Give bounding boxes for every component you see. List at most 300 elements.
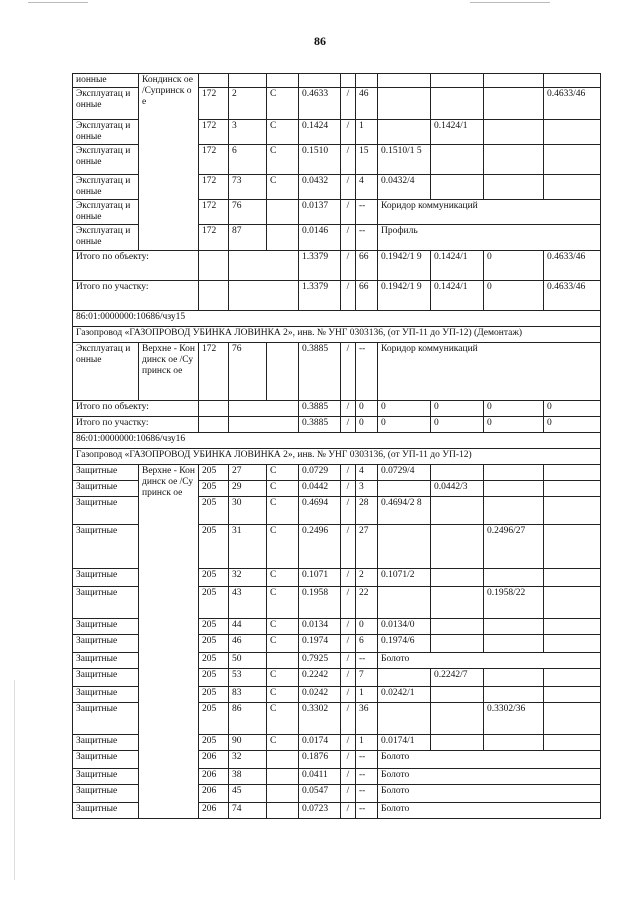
table-cell: 27 <box>229 465 267 481</box>
table-cell: 76 <box>229 200 267 225</box>
category-cell: Эксплуатац ионные <box>73 343 139 401</box>
table-cell: 205 <box>199 635 229 653</box>
table-cell: 0.3885 <box>299 401 341 417</box>
scan-edge-artifact <box>14 680 15 880</box>
table-cell <box>431 465 484 481</box>
table-cell <box>229 417 299 433</box>
table-cell <box>229 251 299 281</box>
table-cell: 0.0432/4 <box>378 175 431 200</box>
table-cell: 0.7925 <box>299 653 341 669</box>
table-cell: 172 <box>199 175 229 200</box>
scan-artifact <box>470 2 550 3</box>
table-cell <box>267 653 299 669</box>
table-cell: 3 <box>229 120 267 145</box>
page-number: 86 <box>314 34 326 48</box>
table-cell: / <box>341 525 356 569</box>
table-cell <box>378 669 431 687</box>
table-cell <box>199 74 229 88</box>
table-cell: 1.3379 <box>299 281 341 311</box>
table-cell: 0.2496/27 <box>484 525 544 569</box>
table-cell: 0.1424 <box>299 120 341 145</box>
table-cell: 4 <box>356 465 378 481</box>
table-cell: / <box>341 343 356 401</box>
table-cell: / <box>341 481 356 497</box>
category-cell: Защитные <box>73 497 139 525</box>
location-cell: Кондинск ое /Супринск ое <box>139 74 199 251</box>
table-cell: 1.3379 <box>299 251 341 281</box>
table-cell: 44 <box>229 619 267 635</box>
table-cell: 1 <box>356 687 378 703</box>
table-cell: 172 <box>199 225 229 251</box>
table-cell: 0.1424/1 <box>431 281 484 311</box>
table-cell: -- <box>356 803 378 819</box>
table-cell: 0.0242/1 <box>378 687 431 703</box>
table-cell <box>484 465 544 481</box>
table-cell: 0 <box>356 417 378 433</box>
table-cell <box>431 88 484 120</box>
table-cell: / <box>341 417 356 433</box>
table-cell <box>544 481 601 497</box>
table-cell: 0.0442 <box>299 481 341 497</box>
table-cell: 0 <box>484 251 544 281</box>
table-cell: 87 <box>229 225 267 251</box>
table-cell: 0.2496 <box>299 525 341 569</box>
table-cell: 15 <box>356 145 378 175</box>
category-cell: Защитные <box>73 481 139 497</box>
cadastral-number: 86:01:0000000:10686/чзу15 <box>73 311 601 327</box>
category-cell: Защитные <box>73 635 139 653</box>
table-cell: / <box>341 653 356 669</box>
table-cell: / <box>341 251 356 281</box>
table-cell: С <box>267 465 299 481</box>
table-cell: 0.1071 <box>299 569 341 587</box>
table-cell: 205 <box>199 465 229 481</box>
category-cell: Эксплуатац ионные <box>73 145 139 175</box>
table-cell: С <box>267 703 299 735</box>
table-cell: 0.3885 <box>299 343 341 401</box>
table-cell <box>378 525 431 569</box>
table-cell <box>544 497 601 525</box>
table-cell: 32 <box>229 569 267 587</box>
table-cell <box>484 687 544 703</box>
table-cell: / <box>341 769 356 785</box>
table-cell <box>484 175 544 200</box>
table-cell: 205 <box>199 497 229 525</box>
table-cell: 0 <box>544 417 601 433</box>
table-cell: 172 <box>199 343 229 401</box>
table-cell: 0.2242 <box>299 669 341 687</box>
table-cell: 0.4633 <box>299 88 341 120</box>
table-cell: 38 <box>229 769 267 785</box>
total-row <box>73 281 601 311</box>
category-cell: Защитные <box>73 735 139 751</box>
header-row <box>73 327 601 343</box>
table-cell: 0.1974 <box>299 635 341 653</box>
table-cell: 0.0547 <box>299 785 341 803</box>
table-cell: 43 <box>229 587 267 619</box>
table-cell <box>199 281 229 311</box>
table-cell <box>229 281 299 311</box>
table-cell: / <box>341 88 356 120</box>
table-cell: 206 <box>199 803 229 819</box>
table-cell: -- <box>356 769 378 785</box>
table-cell: 0.4694/2 8 <box>378 497 431 525</box>
note-cell: Профиль <box>378 225 601 251</box>
table-cell: 0.1510 <box>299 145 341 175</box>
table-cell: 0.3302 <box>299 703 341 735</box>
table-cell: 0.0134 <box>299 619 341 635</box>
table-cell: 0.3885 <box>299 417 341 433</box>
table-cell: 0.0146 <box>299 225 341 251</box>
table-cell <box>431 587 484 619</box>
table-cell: 0.1974/6 <box>378 635 431 653</box>
table-cell: 205 <box>199 687 229 703</box>
table-row <box>73 465 601 481</box>
table-cell: С <box>267 481 299 497</box>
table-cell: 46 <box>229 635 267 653</box>
category-cell: Защитные <box>73 803 139 819</box>
table-cell: 0.1424/1 <box>431 251 484 281</box>
table-cell: 29 <box>229 481 267 497</box>
table-cell: 0.1942/1 9 <box>378 281 431 311</box>
table-cell: 28 <box>356 497 378 525</box>
table-cell: / <box>341 803 356 819</box>
table-cell: 31 <box>229 525 267 569</box>
table-cell <box>267 803 299 819</box>
table-cell: 66 <box>356 281 378 311</box>
table-cell: / <box>341 687 356 703</box>
table-cell: / <box>341 669 356 687</box>
category-cell: Эксплуатац ионные <box>73 225 139 251</box>
table-cell <box>544 703 601 735</box>
table-cell: 172 <box>199 120 229 145</box>
table-cell: 0.0729/4 <box>378 465 431 481</box>
table-cell: 205 <box>199 735 229 751</box>
table-cell <box>484 669 544 687</box>
table-cell <box>199 417 229 433</box>
table-cell: С <box>267 497 299 525</box>
table-cell: С <box>267 687 299 703</box>
note-cell: Болото <box>378 803 601 819</box>
category-cell: Защитные <box>73 653 139 669</box>
table-cell: С <box>267 635 299 653</box>
table-cell: 0.3302/36 <box>484 703 544 735</box>
table-cell: 0.1071/2 <box>378 569 431 587</box>
object-header: Газопровод «ГАЗОПРОВОД УБИНКА ЛОВИНКА 2», инв. № УНГ 0303136, (от УП-11 до УП-12) (Демонтаж) <box>73 327 601 343</box>
table-cell: 90 <box>229 735 267 751</box>
category-cell: Защитные <box>73 587 139 619</box>
table-cell: 83 <box>229 687 267 703</box>
table-cell: 0.4633/46 <box>544 281 601 311</box>
table-cell: / <box>341 619 356 635</box>
table-cell: / <box>341 735 356 751</box>
table-cell <box>267 225 299 251</box>
table-row <box>73 343 601 401</box>
table-cell: 27 <box>356 525 378 569</box>
table-cell <box>544 735 601 751</box>
table-cell <box>431 525 484 569</box>
table-cell: / <box>341 281 356 311</box>
table-cell: 0.1958/22 <box>484 587 544 619</box>
table-cell: 36 <box>356 703 378 735</box>
table-cell <box>544 635 601 653</box>
table-cell <box>544 669 601 687</box>
table-cell: 0.0137 <box>299 200 341 225</box>
table-cell: 1 <box>356 120 378 145</box>
table-cell: / <box>341 465 356 481</box>
table-cell: 205 <box>199 587 229 619</box>
table-cell: / <box>341 635 356 653</box>
category-cell: Защитные <box>73 703 139 735</box>
note-cell: Болото <box>378 785 601 803</box>
table-cell: 205 <box>199 703 229 735</box>
table-cell <box>199 401 229 417</box>
category-cell: Защитные <box>73 785 139 803</box>
table-cell: 86 <box>229 703 267 735</box>
table-cell <box>431 175 484 200</box>
table-cell: 0.0442/3 <box>431 481 484 497</box>
table-cell <box>267 785 299 803</box>
table-cell: 7 <box>356 669 378 687</box>
table-cell <box>484 145 544 175</box>
table-cell <box>431 687 484 703</box>
table-cell: 6 <box>229 145 267 175</box>
table-cell: 0 <box>431 401 484 417</box>
table-cell <box>484 635 544 653</box>
table-cell <box>341 74 356 88</box>
table-cell: 206 <box>199 751 229 769</box>
table-cell: 45 <box>229 785 267 803</box>
table-cell: -- <box>356 785 378 803</box>
table-cell <box>431 74 484 88</box>
category-cell: Защитные <box>73 751 139 769</box>
table-cell: 0 <box>544 401 601 417</box>
table-cell <box>544 569 601 587</box>
table-cell: 0 <box>356 401 378 417</box>
land-plot-table <box>72 73 601 819</box>
table-cell: 205 <box>199 653 229 669</box>
table-cell: / <box>341 175 356 200</box>
table-cell <box>484 735 544 751</box>
category-cell: Защитные <box>73 619 139 635</box>
table-cell: 32 <box>229 751 267 769</box>
table-cell: С <box>267 569 299 587</box>
table-cell: С <box>267 175 299 200</box>
table-cell: 0.4633/46 <box>544 88 601 120</box>
table-cell: 0.0411 <box>299 769 341 785</box>
table-cell <box>378 88 431 120</box>
table-cell: 1 <box>356 735 378 751</box>
table-cell: / <box>341 587 356 619</box>
table-cell <box>544 619 601 635</box>
table-cell: 0.0432 <box>299 175 341 200</box>
table-cell: / <box>341 497 356 525</box>
table-cell <box>431 145 484 175</box>
total-label: Итого по объекту: <box>73 251 199 281</box>
table-cell: 205 <box>199 669 229 687</box>
table-cell: 0.1876 <box>299 751 341 769</box>
total-label: Итого по участку: <box>73 281 199 311</box>
scan-artifact <box>28 2 88 3</box>
table-cell: 0.0134/0 <box>378 619 431 635</box>
table-cell <box>431 703 484 735</box>
header-row <box>73 449 601 465</box>
table-cell: 0.0242 <box>299 687 341 703</box>
table-cell: / <box>341 145 356 175</box>
table-cell: 0.0729 <box>299 465 341 481</box>
table-cell: 0.4633/46 <box>544 251 601 281</box>
table-cell: 4 <box>356 175 378 200</box>
table-cell <box>378 120 431 145</box>
table-cell <box>544 687 601 703</box>
table-cell: 172 <box>199 88 229 120</box>
table-cell: 0.1510/1 5 <box>378 145 431 175</box>
table-cell: 3 <box>356 481 378 497</box>
table-cell: 0.4694 <box>299 497 341 525</box>
table-cell <box>484 88 544 120</box>
table-cell <box>431 569 484 587</box>
table-cell: / <box>341 225 356 251</box>
table-cell: 0 <box>378 401 431 417</box>
table-cell: 0 <box>484 417 544 433</box>
table-cell: 0.0174 <box>299 735 341 751</box>
category-cell: Эксплуатац ионные <box>73 200 139 225</box>
table-cell <box>431 497 484 525</box>
table-cell: -- <box>356 200 378 225</box>
table-cell <box>431 735 484 751</box>
table-cell: С <box>267 88 299 120</box>
table-cell <box>431 635 484 653</box>
category-cell: Защитные <box>73 769 139 785</box>
table-cell: 66 <box>356 251 378 281</box>
table-cell: 0.0174/1 <box>378 735 431 751</box>
table-cell: 0.1942/1 9 <box>378 251 431 281</box>
table-cell <box>484 481 544 497</box>
category-cell: ионные <box>73 74 139 88</box>
table-cell <box>544 525 601 569</box>
code-row <box>73 311 601 327</box>
table-cell <box>199 251 229 281</box>
table-cell <box>544 145 601 175</box>
table-cell <box>356 74 378 88</box>
table-cell: 2 <box>356 569 378 587</box>
table-cell: 6 <box>356 635 378 653</box>
table-cell <box>544 74 601 88</box>
table-cell: 0.1424/1 <box>431 120 484 145</box>
category-cell: Эксплуатац ионные <box>73 175 139 200</box>
table-cell <box>484 497 544 525</box>
table-cell: С <box>267 525 299 569</box>
total-row <box>73 251 601 281</box>
table-cell: / <box>341 785 356 803</box>
total-label: Итого по объекту: <box>73 401 199 417</box>
table-cell <box>544 175 601 200</box>
note-cell: Болото <box>378 653 601 669</box>
category-cell: Защитные <box>73 669 139 687</box>
category-cell: Защитные <box>73 465 139 481</box>
note-cell: Коридор коммуникаций <box>378 343 601 401</box>
location-cell: Верхне - Кондинск ое /Супринск ое <box>139 343 199 401</box>
table-cell: -- <box>356 751 378 769</box>
table-cell: 76 <box>229 343 267 401</box>
table-cell: С <box>267 145 299 175</box>
table-cell: -- <box>356 343 378 401</box>
table-cell: 0.2242/7 <box>431 669 484 687</box>
category-cell: Эксплуатац ионные <box>73 120 139 145</box>
table-cell <box>484 569 544 587</box>
table-cell <box>267 769 299 785</box>
table-cell <box>484 120 544 145</box>
table-cell <box>378 703 431 735</box>
note-cell: Болото <box>378 769 601 785</box>
table-cell <box>544 587 601 619</box>
table-cell: 50 <box>229 653 267 669</box>
table-row <box>73 74 601 88</box>
total-row <box>73 417 601 433</box>
table-cell: / <box>341 200 356 225</box>
table-cell: 2 <box>229 88 267 120</box>
table-cell: / <box>341 120 356 145</box>
table-cell <box>267 200 299 225</box>
table-cell: 46 <box>356 88 378 120</box>
category-cell: Эксплуатац ионные <box>73 88 139 120</box>
table-cell: 206 <box>199 769 229 785</box>
total-label: Итого по участку: <box>73 417 199 433</box>
table-cell: / <box>341 751 356 769</box>
table-cell: 22 <box>356 587 378 619</box>
table-cell: 0 <box>378 417 431 433</box>
table-cell <box>299 74 341 88</box>
table-cell: / <box>341 569 356 587</box>
table-cell: 0 <box>356 619 378 635</box>
table-cell: -- <box>356 653 378 669</box>
table-cell: 205 <box>199 525 229 569</box>
table-cell: / <box>341 703 356 735</box>
table-cell: 0.1958 <box>299 587 341 619</box>
table-cell: / <box>341 401 356 417</box>
table-cell <box>378 587 431 619</box>
table-cell: 30 <box>229 497 267 525</box>
table-cell <box>229 401 299 417</box>
table-cell: 206 <box>199 785 229 803</box>
table-cell <box>431 619 484 635</box>
table-cell <box>267 74 299 88</box>
cadastral-number: 86:01:0000000:10686/чзу16 <box>73 433 601 449</box>
table-cell <box>484 619 544 635</box>
table-cell <box>544 120 601 145</box>
table-cell: С <box>267 587 299 619</box>
table-cell: 205 <box>199 481 229 497</box>
table-cell: 0 <box>484 281 544 311</box>
table-cell: 53 <box>229 669 267 687</box>
note-cell: Коридор коммуникаций <box>378 200 601 225</box>
note-cell: Болото <box>378 751 601 769</box>
table-cell: С <box>267 669 299 687</box>
table-cell: С <box>267 120 299 145</box>
location-cell: Верхне - Кондинск ое /Супринск ое <box>139 465 199 819</box>
table-cell: 172 <box>199 145 229 175</box>
category-cell: Защитные <box>73 569 139 587</box>
category-cell: Защитные <box>73 525 139 569</box>
table-cell: 205 <box>199 569 229 587</box>
table-cell: С <box>267 619 299 635</box>
object-header: Газопровод «ГАЗОПРОВОД УБИНКА ЛОВИНКА 2», инв. № УНГ 0303136, (от УП-11 до УП-12) <box>73 449 601 465</box>
table-cell: 74 <box>229 803 267 819</box>
table-cell <box>267 751 299 769</box>
table-cell <box>544 465 601 481</box>
table-cell: 0 <box>484 401 544 417</box>
table-cell <box>484 74 544 88</box>
